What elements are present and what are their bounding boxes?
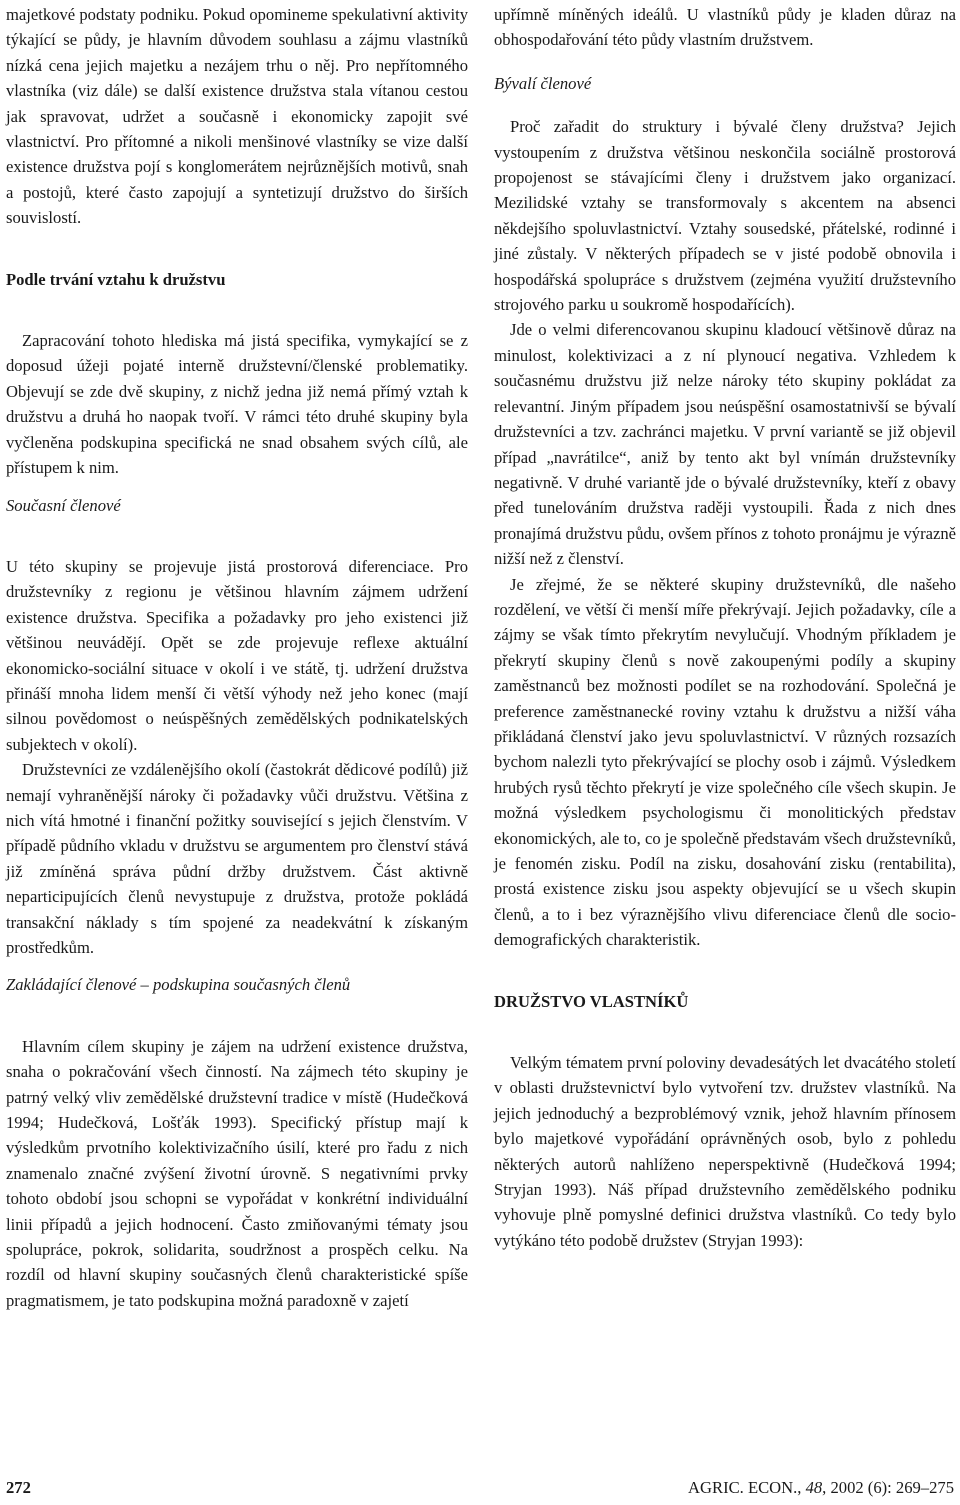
subheading-founding-members: Zakládající členové – podskupina současných členů: [6, 975, 351, 995]
page-footer: [0, 1478, 960, 1502]
paragraph: U této skupiny se projevuje jistá prostorová diferenciace. Pro družstevníky z regionu je většinou hlavním zájmem udržení existence družstva. Specifika a požadavky pro jeho existenci již většinou neuvádějí. Opět se zde projevuje reflexe aktuální ekonomicko-sociální situace v okolí i ve státě, tj. udržení družstva přináší mnoha lidem menší či větší výhody než jeho konec (mají silnou povědomost o neúspěšných zemědělských podnikatelských subjektech v okolí).: [6, 556, 468, 754]
section-heading-ownership-cooperative: DRUŽSTVO VLASTNÍKŮ: [494, 991, 689, 1011]
left-column: [6, 2, 468, 1313]
subheading-former-members: Bývalí členové: [494, 73, 592, 93]
paragraph: upřímně míněných ideálů. U vlastníků půdy je kladen důraz na obhospodařování této půdy vlastním družstvem.: [494, 5, 956, 50]
paragraph: Proč zařadit do struktury i bývalé členy družstva? Jejich vystoupením z družstva většinou neskončila sociálně prostorová propojenost se stávajícími členy i družstvem jako organizací. Mezilidské vztahy se transformovaly s akcentem na absenci někdejšího spoluvlastnictví. Vztahy sousedské, přátelské, rodinné i jiné zůstaly. V některých případech se v jisté podobě obnovila i hospodářská spolupráce s družstvem (zejména využití družstevního strojového parku u soukromě hospodařících).: [494, 117, 956, 315]
paragraph: Jde o velmi diferencovanou skupinu kladoucí většinově důraz na minulost, kolektivizaci a z ní plynoucí negativa. Vzhledem k současnému družstvu již nelze nároky této skupiny pokládat za relevantní. Jiným případem jsou neúspěšní osamostatnivší se bývalí družstevníci a tzv. zachránci majetku. V první variantě se již objevil případ „navrátilce“, aniž by tento akt byl vnímán družstevníky negativně. V druhé variantě jde o bývalé družstevníky, kteří z obavy před tunelováním družstva raději vystoupili. Řada z nich dnes pronajímá družstvu půdu, ovšem přínos z tohoto pronájmu je výrazně nižší než z členství.: [494, 320, 956, 569]
journal-volume: 48: [805, 1478, 823, 1497]
right-column: [494, 2, 956, 1253]
journal-citation: [688, 1478, 954, 1498]
subheading-duration: Podle trvání vztahu k družstvu: [6, 269, 226, 289]
journal-suffix: , 2002 (6): 269–275: [822, 1478, 954, 1497]
paragraph: Družstevníci ze vzdálenějšího okolí (častokrát dědicové podílů) již nemají vyhraněnější nároky či požadavky vůči družstvu. Většina z nich vítá hmotné i finanční požitky související s jejich členstvím. V případě půdního vkladu v družstvu se argumentem pro členství stává již zmíněná správa půdní držby družstvem. Část aktivně neparticipujících členů nevystupuje z družstva, protože pokládá transakční náklady s tím spojené za neadekvátní k získaným prostředkům.: [6, 760, 468, 957]
paragraph: Hlavním cílem skupiny je zájem na udržení existence družstva, snaha o pokračování všech činností. Na zájmech této skupiny je patrný velký vliv zemědělské družstevní tradice v místě (Hudečková 1994; Hudečková, Lošťák 1993). Specifický přístup mají k výsledkům prvotního kolektivizačního úsilí, které pro řadu z nich znamenalo značné zvýšení životní úrovně. S negativními prvky tohoto období jsou schopni se vypořádat v konkrétní individuální linii případů a jejich hodnocení. Často zmiňovanými tématy jsou spolupráce, pokrok, solidarita, soudržnost a prospěch celku. Na rozdíl od hlavní skupiny současných členů charakteristické spíše pragmatismem, je tato podskupina možná paradoxně v zajetí: [6, 1036, 468, 1310]
paragraph: Zapracování tohoto hlediska má jistá specifika, vymykající se z doposud úžeji pojaté interně družstevní/členské problematiky. Objevují se zde dvě skupiny, z nichž jedna již nemá přímý vztah k družstvu a druhá ho naopak tvoří. V rámci této druhé skupiny byla vyčleněna podskupina specifická ne snad obsahem svých cílů, ale přístupem k nim.: [6, 331, 468, 478]
paragraph: Je zřejmé, že se některé skupiny družstevníků, dle našeho rozdělení, ve větší či menší míře překrývají. Jejich požadavky, cíle a zájmy se však tímto překrytím nevylučují. Vhodným příkladem je překrytí skupiny členů s nově zakoupenými podíly a skupiny zaměstnanců bez možnosti podílet se na rozhodování. Společná je preference zaměstnanecké roviny vztahu k družstvu a nižší váha přikládaná členství jako jevu spoluvlastnictví. V různých rozsazích bychom nalezli tyto překrývající se plochy osob i zájmů. Výsledkem hrubých rysů těchto překrytí je vize společného cíle všech skupin. Je možná výsledkem psychologismu či monolitických představ ekonomických, ale to, co je společně představám všech družstevníků, je fenomén zisku. Podíl na zisku, dosahování zisku (rentabilita), prostá existence zisku jsou aspekty objevující se u všech skupin členů, a to i bez výraznějšího vlivu diferenciace členů dle socio-demografických charakteristik.: [494, 574, 956, 950]
paragraph: Velkým tématem první poloviny devadesátých let dvacátého století v oblasti družstevnictví bylo vytvoření tzv. družstev vlastníků. Na jejich jednoduchý a bezproblémový vznik, jehož hlavním přínosem bylo majetkové vypořádání oprávněných osob, bylo z pohledu některých autorů nahlíženo neperspektivně (Hudečková 1994; Stryjan 1993). Náš případ družstevního zemědělského podniku vyhovuje plně pomyslné definici družstva vlastníků. Co tedy bylo vytýkáno této podobě družstev (Stryjan 1993):: [494, 1053, 956, 1250]
page-number: 272: [6, 1478, 31, 1497]
paragraph: majetkové podstaty podniku. Pokud opomineme spekulativní aktivity týkající se půdy, je hlavním důvodem souhlasu a zájmu vlastníků nízká cena jejich majetku a nezájem trhu o něj. Pro nepřítomného vlastníka (viz dále) se další existence družstva stala vítanou cestou jak spravovat, udržet a současně i ekonomicky zapojit své vlastnictví. Pro přítomné a nikoli menšinové vlastníky se vize další existence družstva pojí s konglomerátem nejrůznějších motivů, snah a postojů, které často zapojují a syntetizují družstvo do širších souvislostí.: [6, 5, 468, 228]
journal-prefix: AGRIC. ECON.,: [688, 1478, 806, 1497]
subheading-current-members: Současní členové: [6, 495, 121, 515]
